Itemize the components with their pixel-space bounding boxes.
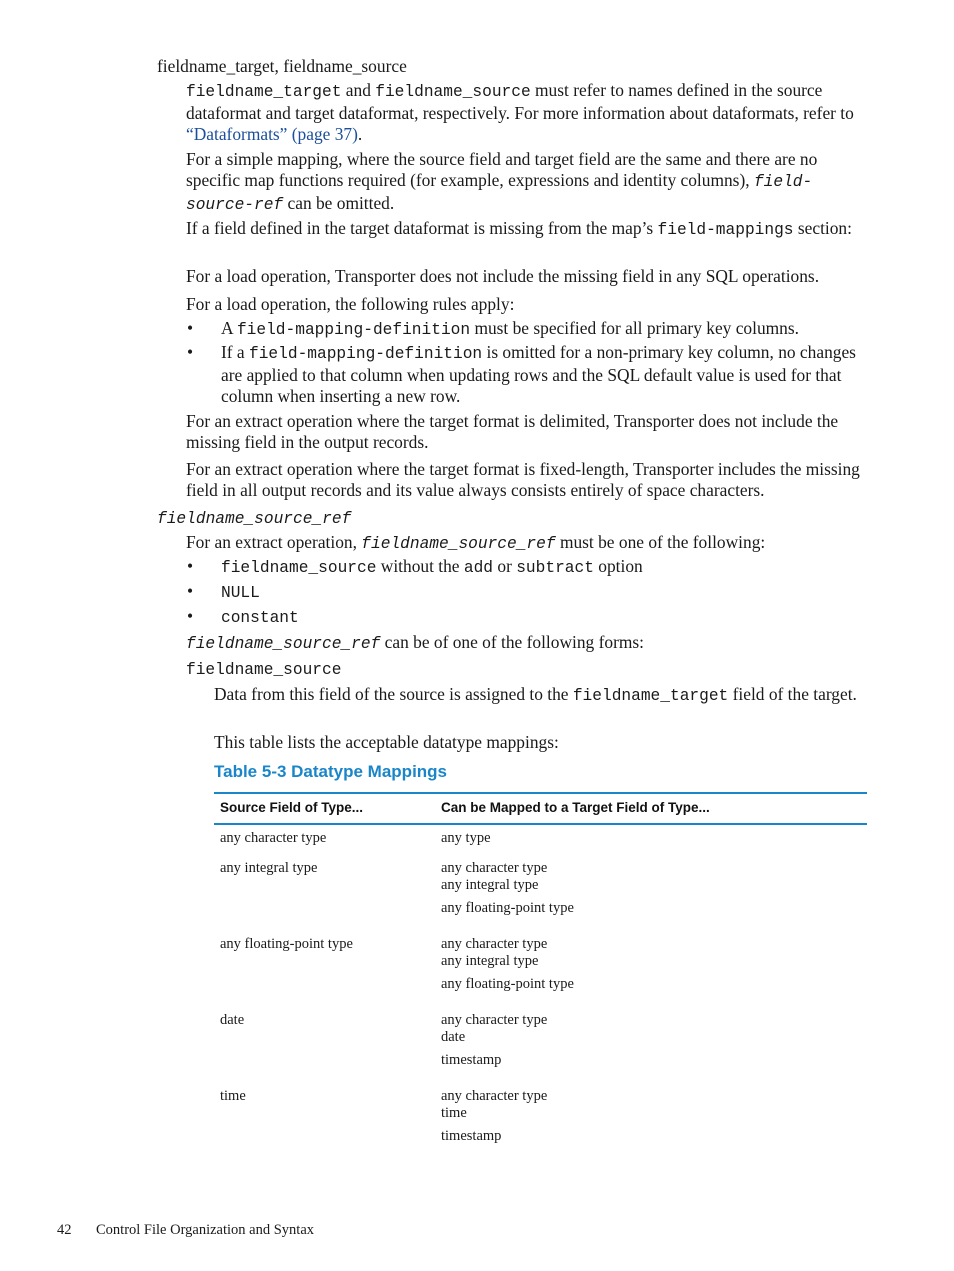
text: is omitted for a non-primary key column, no changes are applied to that column when updating rows and the SQL default value is used for that column when inserting a new row. <box>221 342 856 406</box>
bullet-marker: • <box>187 342 194 362</box>
list-item <box>221 556 868 579</box>
table-cell-target: any character type <box>441 860 548 876</box>
paragraph-forms <box>186 632 868 655</box>
table-cell-target: date <box>441 1029 466 1045</box>
table-top-rule <box>214 792 867 794</box>
code-fieldname-source: fieldname_source <box>221 559 377 577</box>
text: If a field defined in the target dataformat is missing from the map’s <box>186 218 658 238</box>
text: . <box>357 124 363 144</box>
table-cell-target: any integral type <box>441 877 539 893</box>
code-subtract: subtract <box>516 559 594 577</box>
list-item <box>221 606 868 629</box>
text: If a <box>221 342 249 362</box>
table-cell-target: any floating-point type <box>441 976 574 992</box>
table-title: Table 5-3 Datatype Mappings <box>214 762 448 781</box>
text: field of the target. <box>728 684 857 704</box>
text: and <box>341 80 376 100</box>
table-cell-source: time <box>220 1088 246 1104</box>
table-cell-source: date <box>220 1012 245 1028</box>
text: or <box>493 556 517 576</box>
table-cell-target: time <box>441 1105 467 1121</box>
table-cell-target: timestamp <box>441 1128 502 1144</box>
text: A <box>221 318 237 338</box>
text: without the <box>376 556 464 576</box>
dataformats-link[interactable]: “Dataformats” (page 37) <box>186 124 358 144</box>
bullet-marker: • <box>187 581 194 601</box>
text: For an extract operation, <box>186 532 362 552</box>
paragraph-load-rules: For a load operation, the following rules apply: <box>186 294 515 314</box>
code-add: add <box>463 559 494 577</box>
table-cell-target: any floating-point type <box>441 900 574 916</box>
table-cell-target: any character type <box>441 936 548 952</box>
bullet-marker: • <box>187 318 194 338</box>
code-fieldname-source-ref: fieldname_source_ref <box>186 635 381 653</box>
paragraph-load-sql: For a load operation, Transporter does not include the missing field in any SQL operations. <box>186 266 820 286</box>
text: must be specified for all primary key columns. <box>470 318 799 338</box>
paragraph-missing-field <box>186 218 868 241</box>
table-cell-target: any integral type <box>441 953 539 969</box>
code-constant: constant <box>221 609 299 627</box>
paragraph-data-assigned <box>214 684 868 707</box>
text: must be one of the following: <box>555 532 766 552</box>
table-cell-target: any character type <box>441 1012 548 1028</box>
paragraph-field-names <box>186 80 868 145</box>
bullet-marker: • <box>187 556 194 576</box>
footer-section-title: Control File Organization and Syntax <box>96 1222 315 1238</box>
code-fieldname-source-ref: fieldname_source_ref <box>361 535 556 553</box>
list-item <box>221 581 868 604</box>
list-item <box>221 342 868 407</box>
text: option <box>593 556 643 576</box>
term-fieldname-source-ref: fieldname_source_ref <box>157 510 352 528</box>
page-number: 42 <box>57 1222 72 1238</box>
paragraph-extract-fixed: For an extract operation where the target format is fixed-length, Transporter includes the missing field in all output records and its value always consists entirely of space characters. <box>186 459 860 500</box>
code-field-mappings: field-mappings <box>657 221 794 239</box>
list-item <box>221 318 868 341</box>
text: section: <box>793 218 852 238</box>
table-cell-target: any type <box>441 830 491 846</box>
paragraph-extract-delimited: For an extract operation where the target format is delimited, Transporter does not include the missing field in the output records. <box>186 411 839 452</box>
table-header-source: Source Field of Type... <box>220 800 364 815</box>
table-cell-source: any integral type <box>220 860 318 876</box>
code-field-mapping-definition: field-mapping-definition <box>236 321 471 339</box>
code-fieldname-target: fieldname_target <box>186 83 342 101</box>
text: can be of one of the following forms: <box>380 632 644 652</box>
table-cell-source: any floating-point type <box>220 936 353 952</box>
code-fieldname-target: fieldname_target <box>572 687 729 705</box>
text: can be omitted. <box>283 193 395 213</box>
code-fieldname-source: fieldname_source <box>375 83 531 101</box>
code-null: NULL <box>221 584 260 602</box>
paragraph-simple-mapping <box>186 149 868 216</box>
bullet-marker: • <box>187 606 194 626</box>
table-cell-target: timestamp <box>441 1052 502 1068</box>
text: must refer to names defined in the source dataformat and target dataformat, respectively. For more information about dataformats, refer to <box>186 80 854 123</box>
code-field-mapping-definition: field-mapping-definition <box>249 345 483 363</box>
table-cell-target: any character type <box>441 1088 548 1104</box>
table-header-target: Can be Mapped to a Target Field of Type... <box>441 800 710 815</box>
paragraph-table-intro: This table lists the acceptable datatype mappings: <box>214 732 559 752</box>
table-header-rule <box>214 823 867 825</box>
table-cell-source: any character type <box>220 830 327 846</box>
term-fieldname-target-source: fieldname_target, fieldname_source <box>157 56 407 76</box>
text: Data from this field of the source is assigned to the <box>214 684 573 704</box>
code-field-source-ref: field-source-ref <box>186 173 813 214</box>
paragraph-extract-source-ref <box>186 532 868 555</box>
text: For a simple mapping, where the source field and target field are the same and there are no specific map functions required (for example, expressions and identity columns), <box>186 149 818 190</box>
subterm-fieldname-source: fieldname_source <box>186 661 342 679</box>
